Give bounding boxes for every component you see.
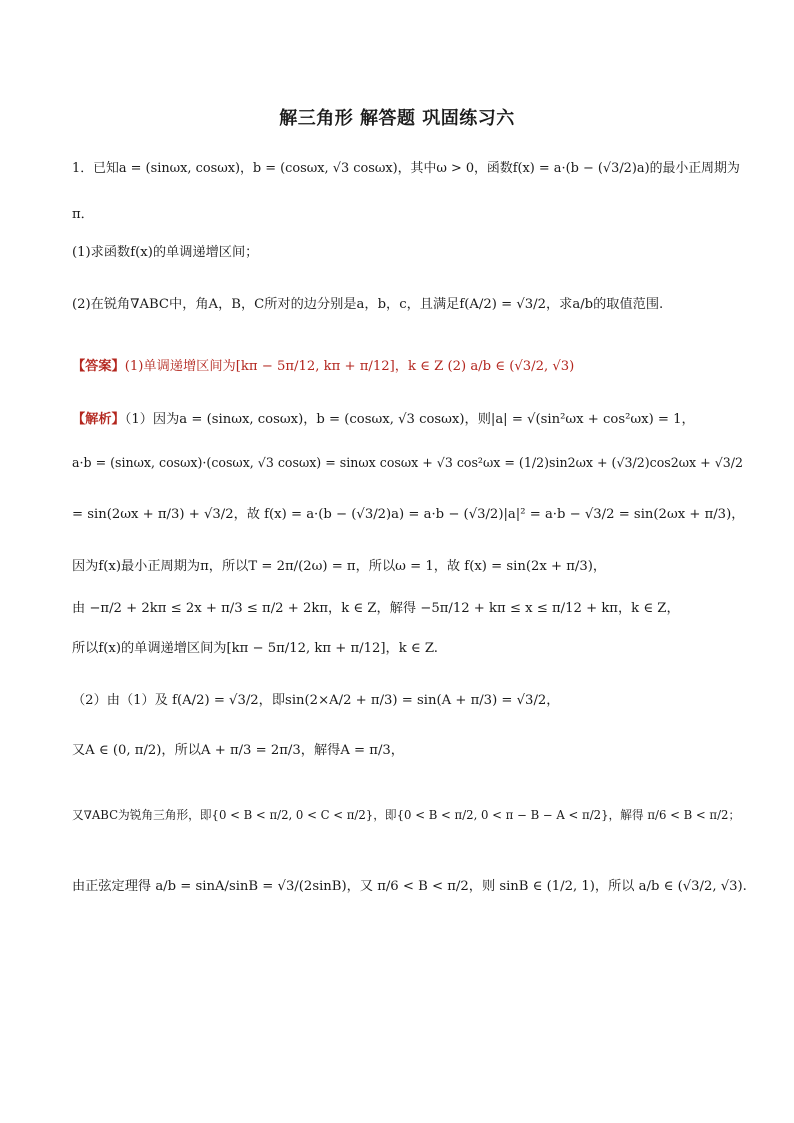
answer-label: 【答案】: [72, 359, 125, 374]
analysis-line-2: a·b = (sinωx, cosωx)·(cosωx, √3 cosωx) = sinωx cosωx + √3 cos²ωx = (1/2)sin2ωx + (√3/2)cos2ωx + √3/2: [72, 455, 743, 470]
answer-block: [72, 358, 574, 376]
analysis-line-6: 所以f(x)的单调递增区间为[kπ − 5π/12, kπ + π/12]，k ∈ Z.: [72, 641, 438, 656]
analysis-line-9: 又∇ABC为锐角三角形，即{0 < B < π/2, 0 < C < π/2}，即{0 < B < π/2, 0 < π − B − A < π/2}，解得 π/6 < B < π/2；: [72, 808, 741, 822]
analysis-line-10: 由正弦定理得 a/b = sinA/sinB = √3/(2sinB)，又 π/6 < B < π/2，则 sinB ∈ (1/2, 1)，所以 a/b ∈ (√3/2, √3).: [72, 879, 747, 894]
analysis-line-7: （2）由（1）及 f(A/2) = √3/2，即sin(2×A/2 + π/3) = sin(A + π/3) = √3/2，: [72, 693, 560, 708]
analysis-line-4: 因为f(x)最小正周期为π，所以T = 2π/(2ω) = π，所以ω = 1，故 f(x) = sin(2x + π/3)，: [72, 559, 607, 574]
analysis-line-5: 由 −π/2 + 2kπ ≤ 2x + π/3 ≤ π/2 + 2kπ，k ∈ Z，解得 −5π/12 + kπ ≤ x ≤ π/12 + kπ，k ∈ Z，: [72, 601, 680, 616]
analysis-label: 【解析】: [72, 412, 125, 427]
question-line-1: 1．已知a = (sinωx, cosωx)，b = (cosωx, √3 cosωx)，其中ω > 0，函数f(x) = a·(b − (√3/2)a)的最小正周期为: [72, 161, 740, 176]
analysis-line-8: 又A ∈ (0, π/2)，所以A + π/3 = 2π/3，解得A = π/3，: [72, 743, 404, 758]
answer-text: (1)单调递增区间为[kπ − 5π/12, kπ + π/12]，k ∈ Z (2) a/b ∈ (√3/2, √3): [124, 359, 575, 374]
analysis-text-1: （1）因为a = (sinωx, cosωx)，b = (cosωx, √3 cosωx)，则|a| = √(sin²ωx + cos²ωx) = 1，: [124, 412, 695, 427]
question-line-2: π．: [72, 207, 94, 222]
analysis-line-1: [72, 411, 695, 429]
question-part-1: (1)求函数f(x)的单调递增区间；: [72, 245, 259, 260]
analysis-line-3: = sin(2ωx + π/3) + √3/2，故 f(x) = a·(b − (√3/2)a) = a·b − (√3/2)|a|² = a·b − √3/2 = sin(2ωx + π/3)，: [72, 507, 745, 522]
page-title: 解三角形 解答题 巩固练习六: [279, 108, 515, 129]
question-part-2: (2)在锐角∇ABC中，角A，B，C所对的边分别是a，b，c，且满足f(A/2) = √3/2，求a/b的取值范围.: [72, 297, 664, 312]
